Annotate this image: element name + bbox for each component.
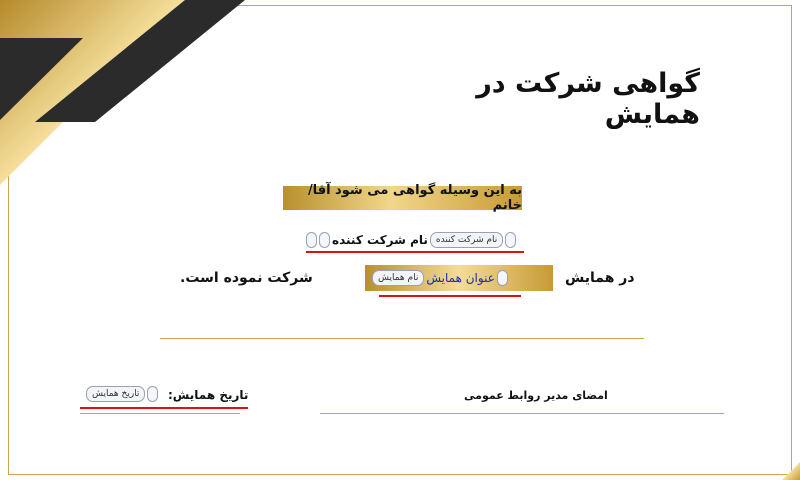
intro-text: به این وسیله گواهی می شود آقا/ خانم bbox=[307, 183, 522, 213]
date-underline bbox=[80, 407, 248, 409]
participant-underline bbox=[306, 251, 524, 253]
participated-text: شرکت نموده است. bbox=[180, 270, 313, 286]
event-field[interactable] bbox=[372, 270, 508, 286]
date-field[interactable] bbox=[86, 386, 158, 402]
participant-name: نام شرکت کننده bbox=[332, 233, 428, 247]
intro-banner bbox=[283, 183, 522, 213]
field-brace bbox=[319, 232, 330, 248]
event-underline bbox=[379, 295, 521, 297]
field-brace bbox=[147, 386, 158, 402]
participant-tag[interactable]: نام شرکت کننده bbox=[430, 232, 503, 248]
event-tag[interactable]: نام همایش bbox=[372, 270, 424, 286]
event-title: عنوان همایش bbox=[426, 271, 495, 285]
field-brace bbox=[497, 270, 508, 286]
date-tag[interactable]: تاریخ همایش bbox=[86, 386, 145, 402]
certificate-title: گواهی شرکت در همایش bbox=[476, 68, 700, 130]
participant-field[interactable] bbox=[306, 232, 516, 248]
date-baseline bbox=[80, 413, 240, 414]
field-brace bbox=[505, 232, 516, 248]
gold-corner-bottom bbox=[782, 462, 800, 480]
in-event-text: در همایش bbox=[565, 270, 635, 286]
date-label: تاریخ همایش: bbox=[168, 388, 249, 402]
field-brace bbox=[306, 232, 317, 248]
signature-label: امضای مدیر روابط عمومی bbox=[464, 389, 608, 402]
signature-line bbox=[320, 413, 724, 414]
divider-line bbox=[160, 338, 644, 339]
